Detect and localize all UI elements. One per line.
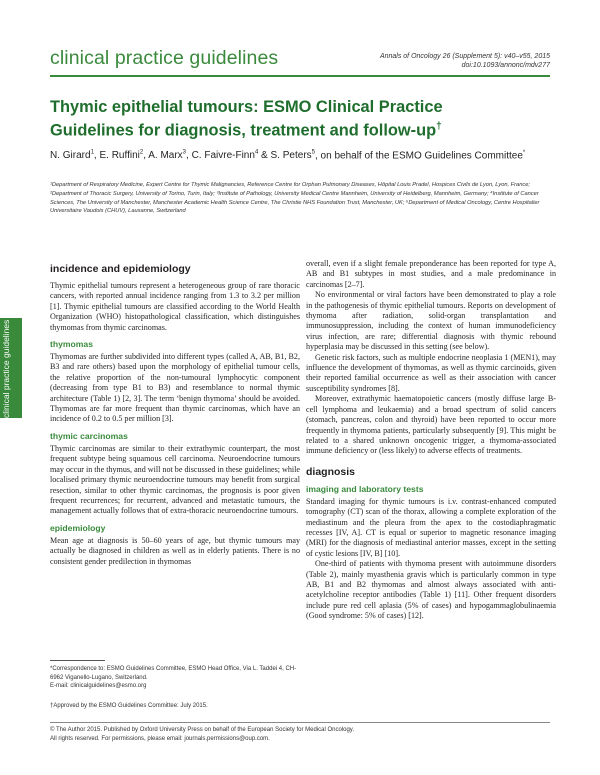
approval-footnote: †Approved by the ESMO Guidelines Committee: July 2015.: [50, 703, 208, 709]
correspondence-footnote: [50, 665, 300, 691]
section-header-title: clinical practice guidelines: [50, 47, 279, 69]
paragraph-environment: No environmental or viral factors have been demonstrated to play a role in the pathogenesis of thymic epithelial tumours. Reports on development of thymoma after radiation, solid-organ transplantation and immunosuppression, including the context of human immunodeficiency virus infection, are rare; differential diagnosis with thymic rebound hyperplasia may be discussed in this setting (see below).: [306, 290, 556, 352]
paragraph-gender: overall, even if a slight female preponderance has been reported for type A, AB and B1 subtypes in most studies, and a male predominance in carcinomas [2–7].: [306, 259, 556, 289]
paragraph-genetic: Genetic risk factors, such as multiple endocrine neoplasia 1 (MEN1), may influence the development of thymomas, as well as thymic carcinoids, given their reported familial occurrence as well as their association with cancer susceptibility syndromes [8].: [306, 352, 556, 393]
heading-thymomas: thymomas: [50, 339, 93, 350]
authors-tail: , on behalf of the ESMO Guidelines Committee: [315, 150, 523, 162]
article-title: [50, 97, 510, 140]
paragraph-incidence: Thymic epithelial tumours represent a heterogeneous group of rare thoracic cancers, with reported annual incidence ranging from 1.3 to 3.2 per million [1]. Thymic epithelial tumours are classified according to the World Health Organization (WHO) histopathological classification, which distinguishes thymomas from thymic carcinomas.: [50, 281, 300, 332]
copyright-rule: [50, 722, 550, 723]
paragraph-autoimmune: One-third of patients with thymoma present with autoimmune disorders (Table 2), mainly myasthenia gravis which is particularly common in type AB, B1 and B2 thymomas and almost always associated with anti-acetylcholine receptor antibodies (Table 1) [11]. Other frequent disorders include pure red cell aplasia (5% of cases) and hypogammaglobulinaemia (Good syndrome: 5% of cases) [12].: [306, 559, 556, 621]
paragraph-thymomas: Thymomas are further subdivided into different types (called A, AB, B1, B2, B3 and rare others) based upon the morphology of epithelial tumour cells, the relative proportion of the non-tumoural lymphocytic component (decreasing from type B1 to B3) and resemblance to normal thymic architecture (Table 1) [2, 3]. The term ‘benign thymoma’ should be avoided. Thymomas are far more frequent than thymic carcinomas, which have an incidence of 0.2 to 0.5 per million [3].: [50, 352, 300, 424]
author: C. Faivre-Finn$^4$ &: [191, 150, 271, 162]
author: A. Marx$^3$,: [148, 150, 192, 162]
correspondence-email[interactable]: E-mail: clinicalguidelines@esmo.org: [50, 683, 147, 689]
heading-diagnosis: diagnosis: [306, 465, 356, 478]
paragraph-extrathymic: Moreover, extrathymic haematopoietic cancers (mostly diffuse large B-cell lymphoma and leukaemia) and a broad spectrum of solid cancers (stomach, pancreas, colon and thyroid) have been reported to occur more frequently in thymoma patients, particularly subsequently [9]. This might be related to a shared unknown oncogenic trigger, a thymoma-associated immune deficiency or (less likely) to adverse effects of treatments.: [306, 394, 556, 456]
sidebar-label: clinical practice guidelines: [1, 319, 11, 418]
journal-citation: [380, 52, 550, 70]
heading-incidence: incidence and epidemiology: [50, 263, 191, 275]
doi-line[interactable]: doi:10.1093/annonc/mdv277: [461, 62, 550, 69]
left-column: [50, 259, 300, 567]
paragraph-epidemiology: Mean age at diagnosis is 50–60 years of age, but thymic tumours may actually be diagnosed in children as well as in elderly patients. There is no consistent gender predilection in thymomas: [50, 535, 300, 566]
affiliations: ¹Department of Respiratory Medicine, Expert Centre for Thymic Malignancies, Reference Centre for Orphan Pulmonary Diseases, Hôpital Louis Pradel, Hospices Civils de Lyon, Lyon, France; ²Department of Thoracic Surgery, University of Torino, Turin, Italy; ³Institute of Pathology, University Medical Centre Mannheim, University of Heidelberg, Mannheim, Germany; ⁴Institute of Cancer Sciences, The University of Manchester, Manchester Academic Health Science Centre, The Christie NHS Foundation Trust, Manchester, UK; ⁵Department of Medical Oncology, Centre Hospitalier Universitaire Vaudois (CHUV), Lausanne, Switzerland: [50, 182, 540, 215]
article-title-text: Thymic epithelial tumours: ESMO Clinical Practice Guidelines for diagnosis, treatment and follow-up: [50, 98, 443, 140]
heading-epidemiology: epidemiology: [50, 522, 106, 533]
heading-thymic-carcinomas: thymic carcinomas: [50, 430, 128, 441]
permissions-line: All rights reserved. For permissions, please email: journals.permissions@oup.com.: [50, 735, 270, 742]
journal-line: Annals of Oncology 26 (Supplement 5): v40–v55, 2015: [379, 53, 550, 60]
header-rule: [50, 75, 550, 77]
paragraph-imaging: Standard imaging for thymic tumours is i.v. contrast-enhanced computed tomography (CT) scan of the thorax, allowing a complete exploration of the mediastinum and the pleura from the apex to the costodiaphragmatic recesses [IV, A]. CT is equal or superior to magnetic resonance imaging (MRI) for the diagnosis of mediastinal anterior masses, except in the setting of cystic lesions [IV, B] [10].: [306, 496, 556, 558]
right-column: [306, 259, 556, 622]
copyright-notice: [50, 726, 550, 743]
heading-imaging: imaging and laboratory tests: [306, 483, 424, 494]
footnote-rule: [50, 660, 105, 661]
title-dagger: †: [436, 121, 442, 132]
correspondence-text: *Correspondence to: ESMO Guidelines Committee, ESMO Head Office, Via L. Taddei 4, CH-6962 Viganello-Lugano, Switzerland.: [50, 666, 297, 681]
author-list: [50, 147, 550, 162]
author: E. Ruffini$^2$,: [99, 150, 149, 162]
author: S. Peters$^5$: [270, 150, 315, 162]
author: N. Girard$^1$,: [50, 150, 100, 162]
paragraph-thymic-carcinomas: Thymic carcinomas are similar to their extrathymic counterpart, the most frequent subtype being squamous cell carcinoma. Neuroendocrine tumours may occur in the thymus, and will not be discussed in these guidelines; while localised primary thymic neuroendocrine tumours may benefit from surgical resection, similar to other thymic carcinomas, the prognosis is poor given frequent recurrences; for recurrent, advanced and metastatic tumours, the management actually follows that of extra-thoracic neuroendocrine tumours.: [50, 443, 300, 516]
copyright-line: © The Author 2015. Published by Oxford University Press on behalf of the European Society for Medical Oncology.: [50, 727, 355, 733]
authors-tail-mark: *: [522, 150, 526, 156]
